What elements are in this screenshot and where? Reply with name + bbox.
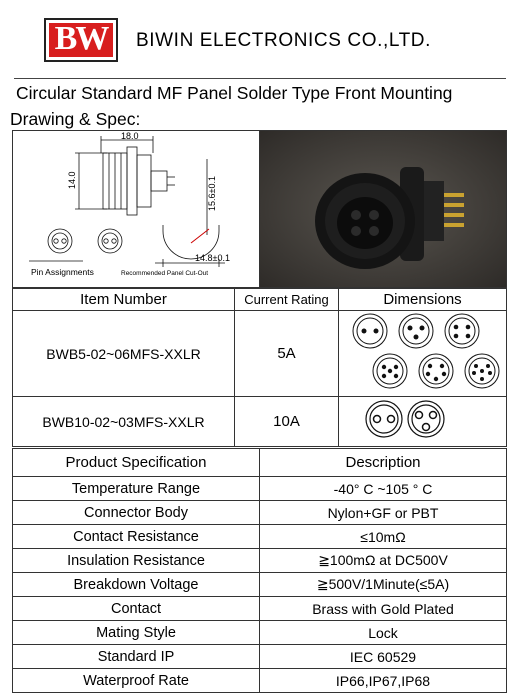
panel-cutout-label: Recommended Panel Cut-Out	[121, 270, 209, 277]
spec-value: ≤10mΩ	[260, 525, 507, 549]
page-title: Circular Standard MF Panel Solder Type Front Mounting	[16, 83, 453, 103]
table-row	[13, 397, 507, 447]
spec-param: Standard IP	[13, 645, 260, 669]
item-number-cell: BWB10-02~03MFS-XXLR	[13, 397, 235, 447]
spec-param: Waterproof Rate	[13, 669, 260, 693]
header-current-rating: Current Rating	[235, 289, 339, 311]
connector-photo	[260, 131, 506, 287]
spec-table	[12, 448, 507, 693]
header-rule	[14, 78, 506, 79]
dim-cutout-width-label: 14.8±0.1	[195, 253, 230, 263]
pin-assignments-label: Pin Assignments	[31, 267, 94, 277]
spec-param: Temperature Range	[13, 477, 260, 501]
company-name: BIWIN ELECTRONICS CO.,LTD.	[136, 30, 431, 51]
spec-value: Nylon+GF or PBT	[260, 501, 507, 525]
drawing-panel	[12, 130, 507, 288]
spec-value: IP66,IP67,IP68	[260, 669, 507, 693]
product-photo	[260, 131, 506, 287]
table-row	[13, 669, 507, 693]
technical-drawing	[13, 131, 260, 287]
item-number-cell: BWB5-02~06MFS-XXLR	[13, 311, 235, 397]
header-dimensions: Dimensions	[339, 289, 507, 311]
header-item-number: Item Number	[13, 289, 235, 311]
spec-value: Lock	[260, 621, 507, 645]
table-row	[13, 645, 507, 669]
spec-param: Insulation Resistance	[13, 549, 260, 573]
table-row	[13, 311, 507, 397]
section-subtitle: Drawing & Spec:	[10, 109, 141, 129]
spec-param: Contact	[13, 597, 260, 621]
table-row	[13, 549, 507, 573]
spec-param: Connector Body	[13, 501, 260, 525]
pin-layout-icons-large	[340, 397, 506, 441]
table-row	[13, 573, 507, 597]
company-logo	[44, 18, 118, 62]
connector-drawing	[13, 131, 260, 287]
table-row	[13, 621, 507, 645]
spec-param: Mating Style	[13, 621, 260, 645]
spec-value: IEC 60529	[260, 645, 507, 669]
logo-text: BW	[54, 20, 108, 57]
spec-param: Breakdown Voltage	[13, 573, 260, 597]
dim-cutout-height-label: 15.6±0.1	[207, 176, 217, 211]
spec-value: ≧500V/1Minute(≤5A)	[260, 573, 507, 597]
table-row	[13, 477, 507, 501]
dimensions-cell	[339, 397, 507, 447]
current-rating-cell: 5A	[235, 311, 339, 397]
header	[0, 0, 517, 78]
spec-value: Brass with Gold Plated	[260, 597, 507, 621]
dim-width-label: 18.0	[121, 131, 139, 141]
dimensions-cell	[339, 311, 507, 397]
table-row	[13, 597, 507, 621]
item-table	[12, 288, 507, 447]
pin-layout-icons-small	[340, 311, 506, 391]
table-row	[13, 501, 507, 525]
current-rating-cell: 10A	[235, 397, 339, 447]
header-product-specification: Product Specification	[13, 449, 260, 477]
header-description: Description	[260, 449, 507, 477]
spec-value: -40° C ~105 ° C	[260, 477, 507, 501]
dim-height-label: 14.0	[67, 171, 77, 189]
spec-value: ≧100mΩ at DC500V	[260, 549, 507, 573]
table-row	[13, 525, 507, 549]
spec-param: Contact Resistance	[13, 525, 260, 549]
